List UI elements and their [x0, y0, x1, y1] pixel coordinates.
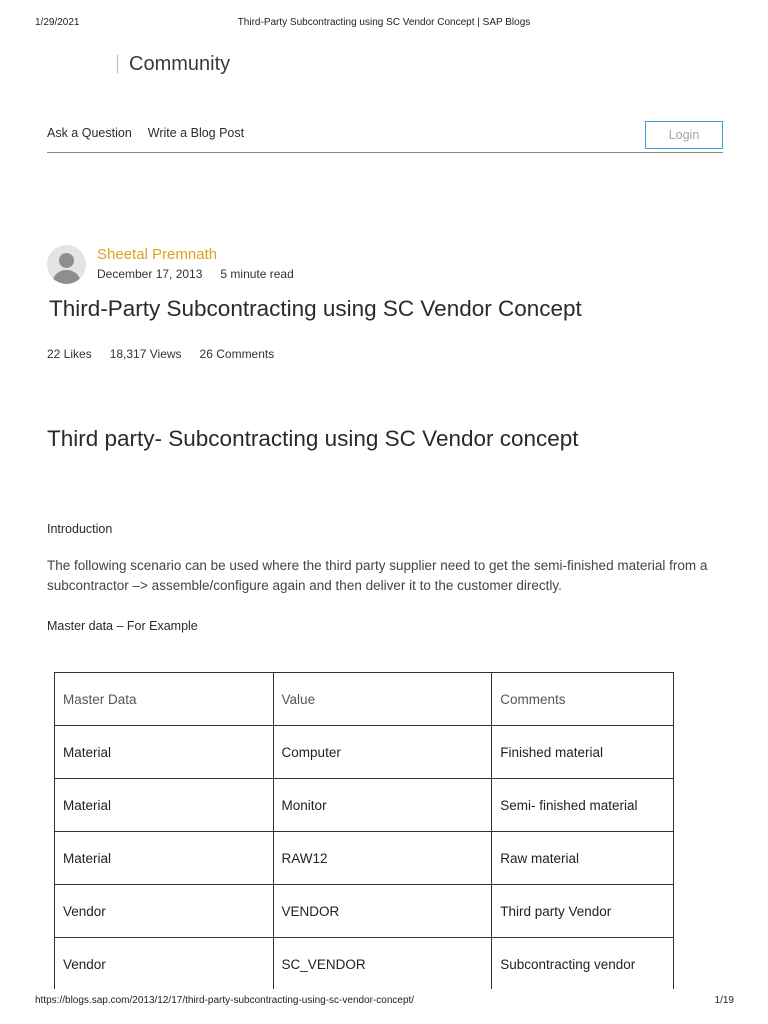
header-comments: Comments [492, 673, 674, 726]
master-data-label: Master data – For Example [47, 619, 198, 633]
table-row [55, 779, 674, 832]
table-row [55, 938, 674, 991]
user-avatar-icon[interactable] [47, 245, 86, 284]
login-button[interactable]: Login [645, 121, 723, 149]
table-cell: VENDOR [273, 885, 492, 938]
table-row [55, 726, 674, 779]
table-cell: Material [55, 832, 274, 885]
table-header-row [55, 673, 674, 726]
brand-divider [117, 55, 118, 73]
header-value: Value [273, 673, 492, 726]
print-title: Third-Party Subcontracting using SC Vendor Concept | SAP Blogs [237, 17, 531, 28]
ask-question-link[interactable]: Ask a Question [47, 126, 132, 140]
table-row [55, 832, 674, 885]
table-cell: Semi- finished material [492, 779, 674, 832]
top-navigation [47, 120, 723, 153]
author-block [47, 245, 294, 284]
post-stats [47, 347, 274, 361]
intro-paragraph: The following scenario can be used where the third party supplier need to get the semi-finished material from a subcontractor –> assemble/configure again and then deliver it to the customer directly. [47, 558, 708, 593]
community-link[interactable]: Community [129, 52, 231, 75]
author-meta [97, 267, 294, 281]
likes-count[interactable]: 22 Likes [47, 347, 92, 361]
avatar-head-shape [59, 253, 74, 268]
table-cell: Third party Vendor [492, 885, 674, 938]
table-cell: Subcontracting vendor [492, 938, 674, 991]
nav-links [47, 126, 244, 140]
table-cell: SC_VENDOR [273, 938, 492, 991]
table-cell: Monitor [273, 779, 492, 832]
section-heading: Third party- Subcontracting using SC Vendor concept [47, 426, 579, 451]
post-title: Third-Party Subcontracting using SC Vendor Concept [49, 296, 582, 321]
brand [117, 52, 230, 76]
print-header [0, 17, 768, 31]
write-blog-link[interactable]: Write a Blog Post [147, 126, 245, 140]
post-date: December 17, 2013 [97, 267, 203, 281]
table-cell: Raw material [492, 832, 674, 885]
table-cell: Computer [273, 726, 492, 779]
table-cell: Material [55, 779, 274, 832]
comments-count[interactable]: 26 Comments [199, 347, 275, 361]
author-info [97, 245, 294, 284]
table-cell: RAW12 [273, 832, 492, 885]
avatar-body-shape [52, 270, 81, 284]
introduction-label: Introduction [47, 522, 113, 536]
master-data-table [54, 672, 674, 991]
table-cell: Vendor [55, 885, 274, 938]
read-time: 5 minute read [220, 267, 294, 281]
print-url: https://blogs.sap.com/2013/12/17/third-party-subcontracting-using-sc-vendor-concept/ [35, 995, 415, 1006]
print-page-number: 1/19 [714, 995, 734, 1006]
table-cell: Finished material [492, 726, 674, 779]
print-date: 1/29/2021 [35, 17, 80, 28]
header-master-data: Master Data [55, 673, 274, 726]
table-cell: Vendor [55, 938, 274, 991]
table-cell: Material [55, 726, 274, 779]
views-count: 18,317 Views [109, 347, 182, 361]
table-row [55, 885, 674, 938]
author-name[interactable]: Sheetal Premnath [97, 246, 218, 263]
